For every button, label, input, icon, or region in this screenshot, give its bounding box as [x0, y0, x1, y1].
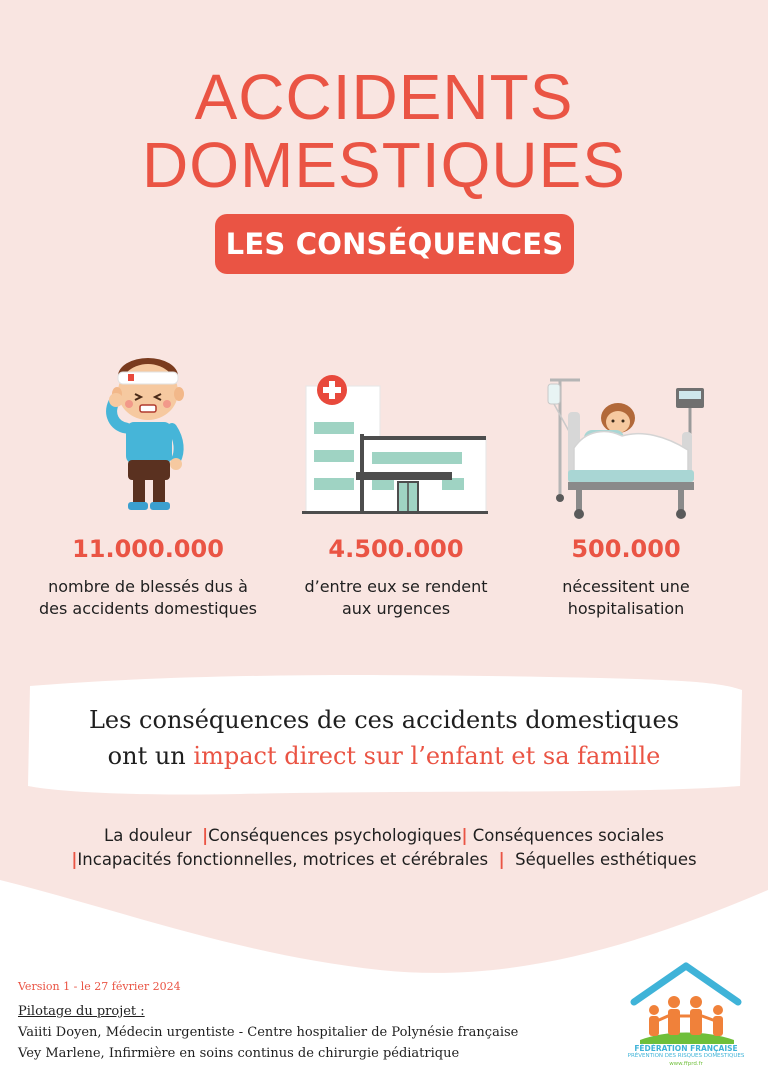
consequences-line1: [20, 826, 748, 845]
logo-text-line2: PRÉVENTION DES RISQUES DOMESTIQUES: [627, 1053, 745, 1059]
consequences-line2: [20, 850, 748, 869]
consequence-item: Conséquences sociales: [472, 826, 664, 845]
consequence-item: La douleur: [104, 826, 192, 845]
pilotage-label: Pilotage du projet :: [18, 1004, 145, 1019]
stat-number-emergency: 4.500.000: [328, 535, 464, 563]
logo-text-line3: www.ffprd.fr: [669, 1061, 703, 1067]
banner-text-line2: [30, 742, 738, 770]
stat-number-hospitalisation: 500.000: [571, 535, 681, 563]
injured-child-icon: [102, 356, 194, 518]
separator: |: [498, 850, 505, 869]
separator: |: [202, 826, 209, 845]
page-title-line2: DOMESTIQUES: [142, 129, 626, 201]
separator: |: [71, 850, 78, 869]
consequence-item: Incapacités fonctionnelles, motrices et cérébrales: [77, 850, 489, 869]
version-text: Version 1 - le 27 février 2024: [18, 980, 181, 993]
stat-number-injured: 11.000.000: [72, 535, 224, 563]
page-title-line1: ACCIDENTS: [194, 61, 574, 133]
credit-person2: Vey Marlene, Infirmière en soins continus de chirurgie pédiatrique: [18, 1046, 460, 1061]
consequence-item: Séquelles esthétiques: [515, 850, 697, 869]
banner-text-highlight: impact direct sur l’enfant et sa famille: [193, 742, 661, 770]
stat-label-hospitalisation-line1: nécessitent une: [562, 577, 690, 596]
banner-text-prefix: ont un: [107, 742, 194, 770]
separator: |: [461, 826, 468, 845]
subtitle-text: LES CONSÉQUENCES: [225, 227, 564, 261]
consequence-item: Conséquences psychologiques: [208, 826, 462, 845]
stat-label-hospitalisation-line2: hospitalisation: [567, 599, 685, 618]
stat-label-injured-line1: nombre de blessés dus à: [48, 577, 248, 596]
impact-banner: [0, 668, 768, 808]
stat-label-emergency-line1: d’entre eux se rendent: [304, 577, 488, 596]
stat-label-injured-line2: des accidents domestiques: [38, 599, 257, 618]
stat-label-emergency-line2: aux urgences: [341, 599, 451, 618]
hospital-icon: [302, 372, 488, 514]
hospital-bed-icon: [546, 374, 706, 524]
credit-person1: Vaiiti Doyen, Médecin urgentiste - Centre hospitalier de Polynésie française: [18, 1025, 519, 1040]
banner-text-line1: Les conséquences de ces accidents domestiques: [88, 706, 680, 734]
logo-text-line1: FÉDÉRATION FRANÇAISE: [634, 1044, 738, 1053]
subtitle-badge: [215, 214, 574, 274]
